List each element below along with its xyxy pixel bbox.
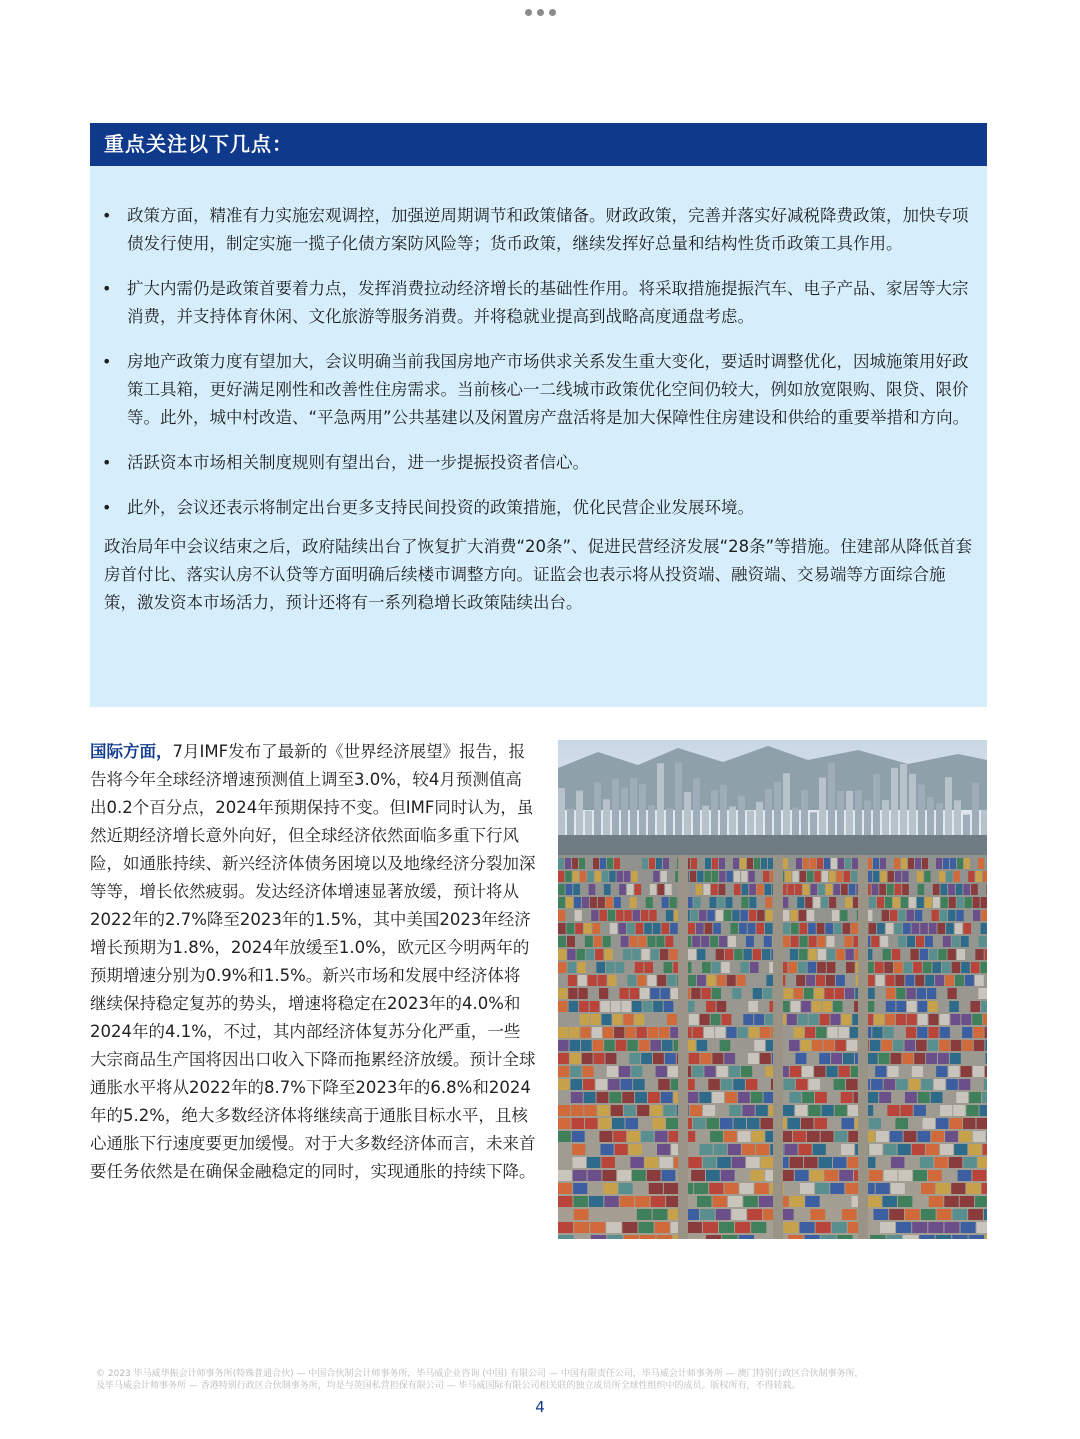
copyright-footer (96, 1368, 986, 1392)
list-item: • 此外，会议还表示将制定出台更多支持民间投资的政策措施，优化民营企业发展环境。 (104, 494, 977, 522)
international-body: 7月IMF发布了最新的《世界经济展望》报告，报告将今年全球经济增速预测值上调至3.0%，较4月预测值高出0.2个百分点，2024年预期保持不变。但IMF同时认为，虽然近期经济增长意外向好，但全球经济依然面临多重下行风险，如通胀持续、新兴经济体债务困境以及地缘经济分裂加深等等，增长依然疲弱。发达经济体增速显著放缓，预计将从2022年的2.7%降至2023年的1.5%，其中美国2023年经济增长预期为1.8%，2024年放缓至1.0%，欧元区今明两年的预期增速分别为0.9%和1.5%。新兴市场和发展中经济体将继续保持稳定复苏的势头，增速将稳定在2023年的4.0%和2024年的4.1%，不过，其内部经济体复苏分化严重，一些大宗商品生产国将因出口收入下降而拖累经济放缓。预计全球通胀水平将从2022年的8.7%下降至2023年的6.8%和2024年的5.2%，绝大多数经济体将继续高于通胀目标水平，且核心通胀下行速度要更加缓慢。对于大多数经济体而言，未来首要任务依然是在确保金融稳定的同时，实现通胀的持续下降。 (90, 742, 536, 1181)
list-item: • 扩大内需仍是政策首要着力点，发挥消费拉动经济增长的基础性作用。将采取措施提振汽车、电子产品、家居等大宗消费，并支持体育休闲、文化旅游等服务消费。并将稳就业提高到战略高度通盘考虑。 (104, 275, 977, 331)
list-item: • 活跃资本市场相关制度规则有望出台，进一步提振投资者信心。 (104, 449, 977, 477)
container-port-photo (558, 740, 987, 1239)
more-options-icon[interactable] (525, 9, 556, 16)
page-number: 4 (535, 1398, 545, 1416)
international-lead: 国际方面， (90, 742, 173, 761)
key-points-box (90, 123, 987, 707)
footer-line: © 2023 毕马威华振会计师事务所(特殊普通合伙) — 中国合伙制会计师事务所，毕马威企业咨询 (中国) 有限公司 — 中国有限责任公司，毕马威会计师事务所 — 澳门特别行政区合伙制事务所， (96, 1369, 864, 1379)
key-points-summary: 政治局年中会议结束之后，政府陆续出台了恢复扩大消费“20条”、促进民营经济发展“28条”等措施。住建部从降低首套房首付比、落实认房不认贷等方面明确后续楼市调整方向。证监会也表示将从投资端、融资端、交易端等方面综合施策，激发资本市场活力，预计还将有一系列稳增长政策陆续出台。 (104, 537, 973, 612)
list-item: • 房地产政策力度有望加大，会议明确当前我国房地产市场供求关系发生重大变化，要适时调整优化，因城施策用好政策工具箱，更好满足刚性和改善性住房需求。当前核心一二线城市政策优化空间仍较大，例如放宽限购、限贷、限价等。此外，城中村改造、“平急两用”公共基建以及闲置房产盘活将是加大保障性住房建设和供给的重要举措和方向。 (104, 348, 977, 432)
footer-line: 及毕马威会计师事务所 — 香港特别行政区合伙制事务所，均是与英国私营担保有限公司 — 毕马威国际有限公司相关联的独立成员所全球性组织中的成员。版权所有，不得转载。 (96, 1381, 801, 1391)
key-points-list (90, 166, 987, 522)
list-item: • 政策方面，精准有力实施宏观调控，加强逆周期调节和政策储备。财政政策，完善并落实好减税降费政策，加快专项债发行使用，制定实施一揽子化债方案防风险等；货币政策，继续发挥好总量和结构性货币政策工具作用。 (104, 202, 977, 258)
international-section (90, 738, 536, 1186)
key-points-title: 重点关注以下几点： (90, 123, 987, 166)
